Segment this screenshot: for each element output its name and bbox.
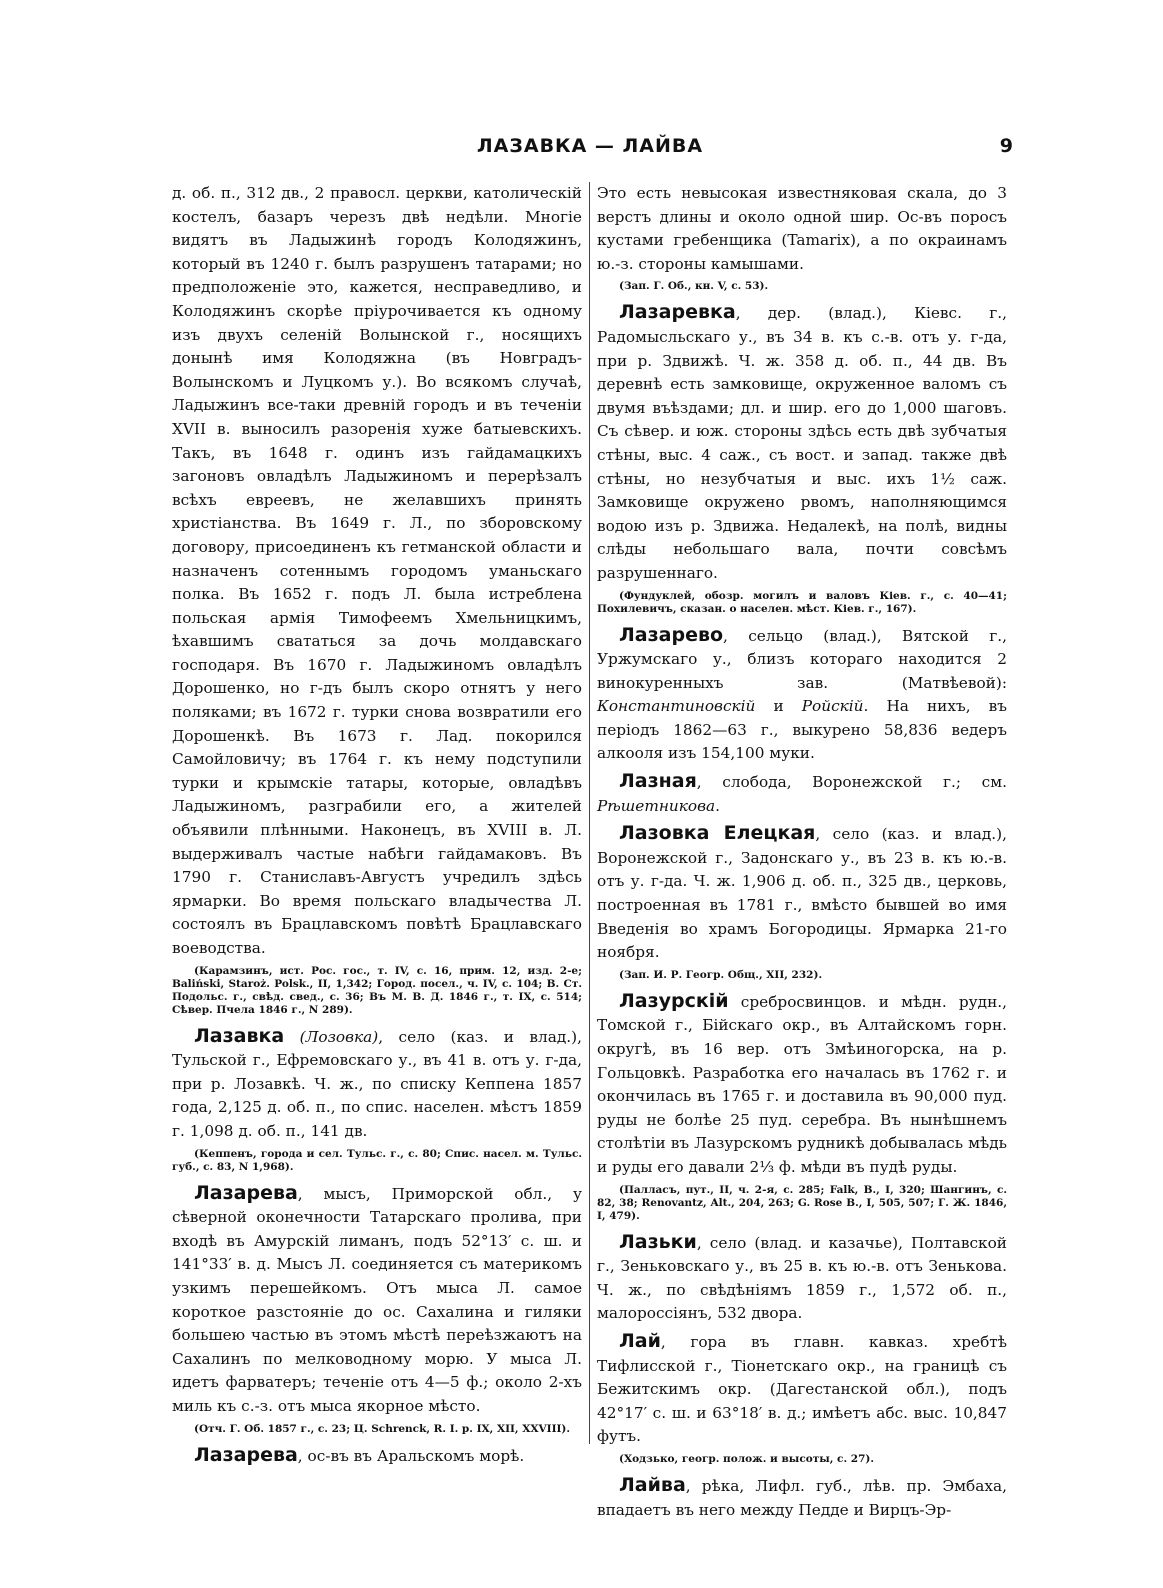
entry-text: , дер. (влад.), Кіевс. г., Радомысльскаго у., въ 34 в. къ с.-в. отъ у. г-да, при р. Здвижѣ. Ч. ж. 358 д. об. п., 44 дв. Въ деревнѣ есть замковище, окруженное валомъ съ двумя въѣздами; дл. и шир. его до 1,000 шаговъ. Съ сѣвер. и юж. стороны здѣсь есть двѣ зубчатыя стѣны, выс. 4 саж., съ вост. и запад. также двѣ стѣны, но незубчатыя и выс. ихъ 1½ саж. Замковище окружено рвомъ, наполняющимся водою изъ р. Здвижа. Недалекѣ, на полѣ, видны слѣды небольшаго вала, почти совсѣмъ разрушеннаго.	[597, 304, 1007, 582]
entry-headword: Лазьки	[619, 1230, 697, 1253]
entry-source: (Фундуклей, обозр. могилъ и валовъ Кіев. г., с. 40—41; Похилевичъ, сказан. о населен. мѣст. Кіев. г., 167).	[597, 589, 1007, 615]
entry-text: , слобода, Воронежской г.; см.	[696, 773, 1007, 792]
entry-text: , гора въ главн. кавказ. хребтѣ Тифлисской г., Тіонетскаго окр., на границѣ съ Бежитскимъ окр. (Дагестанской обл.), подъ 42°17′ с. ш. и 63°18′ в. д.; имѣетъ абс. выс. 10,847 футъ.	[597, 1332, 1007, 1446]
entry-source: (Карамзинъ, ист. Рос. гос., т. IV, с. 16, прим. 12, изд. 2-е; Baliński, Staroż. Polsk., II, 1,342; Город. посел., ч. IV, с. 104; В. Ст. Подольс. г., свѣд. свед., с. 36; Въ М. В. Д. 1846 г., т. IX, с. 514; Сѣвер. Пчела 1846 г., N 289).	[172, 964, 582, 1016]
entry-text: , рѣка, Лифл. губ., лѣв. пр. Эмбаха, впадаетъ въ него между Педде и Вирцъ-Эр-	[597, 1476, 1007, 1519]
entry-lazurskiy	[597, 990, 1007, 1180]
entry-lazarevka	[597, 301, 1007, 585]
entry-italic: Рѣшетникова	[597, 796, 716, 815]
entry-headword: Лазарево	[619, 623, 724, 646]
entry-source: (Ходзько, геогр. полож. и высоты, с. 27).	[619, 1452, 874, 1465]
entry-text: , село (каз. и влад.), Тульской г., Ефремовскаго у., въ 41 в. отъ у. г-да, при р. Лозавкѣ. Ч. ж., по списку Кеппена 1857 года, 2,125 д. об. п., по спис. населен. мѣстъ 1859 г. 1,098 д. об. п., 141 дв.	[172, 1027, 582, 1140]
entry-text: и	[755, 697, 802, 716]
entry-headword: Лай	[619, 1329, 661, 1352]
entry-lazavka	[172, 1025, 582, 1144]
entry-continuation	[597, 182, 1007, 276]
column-divider	[589, 182, 590, 1444]
entry-layva	[597, 1474, 1007, 1522]
entry-italic: Константиновскій	[597, 697, 756, 716]
entry-lazki	[597, 1231, 1007, 1326]
entry-text: д. об. п., 312 дв., 2 правосл. церкви, католическій костелъ, базаръ черезъ двѣ недѣли. Многіе видятъ въ Ладыжинѣ городъ Колодяжинъ, который въ 1240 г. былъ разрушенъ татарами; но предположеніе это, кажется, несправедливо, и Колодяжинъ скорѣе пріурочивается къ одному изъ двухъ селеній Волынской г., носящихъ донынѣ имя Колодяжна (въ Новградъ-Волынскомъ и Луцкомъ у.). Во всякомъ случаѣ, Ладыжинъ все-таки древній городъ и въ теченіи XVII в. выносилъ разоренія хуже батыевскихъ. Такъ, въ 1648 г. одинъ изъ гайдамацкихъ загоновъ овладѣлъ Ладыжиномъ и перерѣзалъ всѣхъ евреевъ, не желавшихъ принять христіанства. Въ 1649 г. Л., по зборовскому договору, присоединенъ къ гетманской области и назначенъ сотеннымъ городомъ уманьскаго полка. Въ 1652 г. подъ Л. была истреблена польская армія Тимофеемъ Хмельницкимъ, ѣхавшимъ свататься за дочь молдавскаго господаря. Въ 1670 г. Ладыжиномъ овладѣлъ Дорошенко, но г-дъ былъ скоро отнятъ у него поляками; въ 1672 г. турки снова возвратили его Дорошенкѣ. Въ 1673 г. Лад. покорился Самойловичу; въ 1764 г. къ нему подступили турки и крымскіе татары, которые, овладѣвъ Ладыжиномъ, разграбили его, а жителей объявили плѣнными. Наконецъ, въ XVIII в. Л. выдерживалъ частые набѣги гайдамаковъ. Въ 1790 г. Станиславъ-Августъ учредилъ здѣсь ярмарки. Во время польскаго владычества Л. состоялъ въ Брацлавскомъ повѣтѣ Брацлавскаго воеводства.	[172, 184, 582, 957]
entry-source: (Кеппенъ, города и сел. Тульс. г., с. 80; Спис. насел. м. Тульс. губ., с. 83, N 1,968).	[172, 1147, 582, 1173]
entry-headword: Лазарева	[194, 1443, 298, 1466]
entry-headword: Лазавка	[194, 1024, 285, 1047]
entry-text: сребросвинцов. и мѣдн. рудн., Томской г., Бійскаго окр., въ Алтайскомъ горн. округѣ, въ 16 вер. отъ Змѣиногорска, на р. Гольцовкѣ. Разработка его началась въ 1762 г. и окончилась въ 1765 г. и доставила въ 90,000 пуд. руды не болѣе 25 пуд. серебра. Въ нынѣшнемъ столѣтіи въ Лазурскомъ рудникѣ добывалась мѣдь и руды его давали 2⅓ ф. мѣди въ пудѣ руды.	[597, 992, 1007, 1176]
entry-text: , мысъ, Приморской обл., у сѣверной оконечности Татарскаго пролива, при входѣ въ Амурскій лиманъ, подъ 52°13′ с. ш. и 141°33′ в. д. Мысъ Л. соединяется съ материкомъ узкимъ перешейкомъ. Отъ мыса Л. самое короткое разстояніе до ос. Сахалина и гиляки большею частью въ этомъ мѣстѣ переѣзжаютъ на Сахалинъ по мелководному морю. У мыса Л. идетъ фарватеръ; теченіе отъ 4—5 ф.; около 2-хъ миль къ с.-з. отъ мыса якорное мѣсто.	[172, 1184, 582, 1415]
entry-alt-name: (Лозовка)	[299, 1027, 379, 1046]
entry-text: .	[715, 796, 721, 815]
entry-lazarevo	[597, 624, 1007, 767]
entry-lay	[597, 1330, 1007, 1449]
entry-headword: Лайва	[619, 1473, 686, 1496]
right-column	[597, 182, 1007, 1519]
left-column	[172, 182, 582, 1466]
entry-headword: Лазурскій	[619, 989, 729, 1012]
entry-headword: Лазная	[619, 770, 697, 793]
entry-text: , ос-въ въ Аральскомъ морѣ.	[297, 1446, 525, 1465]
entry-laznaya	[597, 770, 1007, 818]
running-header: ЛАЗАВКА — ЛАЙВА	[476, 135, 704, 157]
entry-text: , село (каз. и влад.), Воронежской г., Задонскаго у., въ 23 в. къ ю.-в. отъ у. г-да. Ч. ж. 1,906 д. об. п., 325 дв., церковь, построенная въ 1781 г., вмѣсто бывшей во имя Введенія во храмъ Богородицы. Ярмарка 21-го ноября.	[597, 825, 1007, 962]
entry-source: (Палласъ, пут., II, ч. 2-я, с. 285; Falk, B., I, 320; Шангинъ, с. 82, 38; Renovantz, Alt., 204, 263; G. Rose B., I, 505, 507; Г. Ж. 1846, I, 479).	[597, 1183, 1007, 1222]
entry-source: (Зап. Г. Об., кн. V, с. 53).	[619, 280, 769, 293]
entry-text: . На нихъ, въ періодъ 1862—63 г., выкурено 58,836 ведеръ алкооля изъ 154,100 муки.	[597, 697, 1007, 763]
entry-text: Это есть невысокая известняковая скала, до 3 верстъ длины и около одной шир. Ос-въ поросъ кустами гребенщика (Tamarix), а по окраинамъ ю.-з. стороны камышами.	[597, 184, 1007, 273]
entry-text: , село (влад. и казачье), Полтавской г., Зеньковскаго у., въ 25 в. къ ю.-в. отъ Зенькова. Ч. ж., по свѣдѣніямъ 1859 г., 1,572 об. п., малороссіянъ, 532 двора.	[597, 1233, 1007, 1323]
entry-text: , сельцо (влад.), Вятской г., Уржумскаго у., близъ котораго находится 2 винокуренныхъ зав. (Матвѣевой):	[597, 626, 1007, 692]
entry-headword: Лазаревка	[619, 301, 736, 324]
entry-lazareva-island	[172, 1444, 582, 1469]
entry-lazovka-eletskaya	[597, 822, 1007, 965]
entry-italic: Ройскій	[801, 697, 864, 716]
entry-headword: Лазовка Елецкая	[619, 822, 816, 845]
entry-continuation	[172, 182, 582, 961]
entry-lazareva-cape	[172, 1182, 582, 1419]
entry-headword: Лазарева	[194, 1181, 298, 1204]
entry-source: (Отч. Г. Об. 1857 г., с. 23; Ц. Schrenck, R. I. р. IX, XII, XXVIII).	[194, 1422, 571, 1435]
page-number: 9	[999, 135, 1013, 157]
entry-source: (Зап. И. Р. Геогр. Общ., XII, 232).	[619, 968, 823, 981]
